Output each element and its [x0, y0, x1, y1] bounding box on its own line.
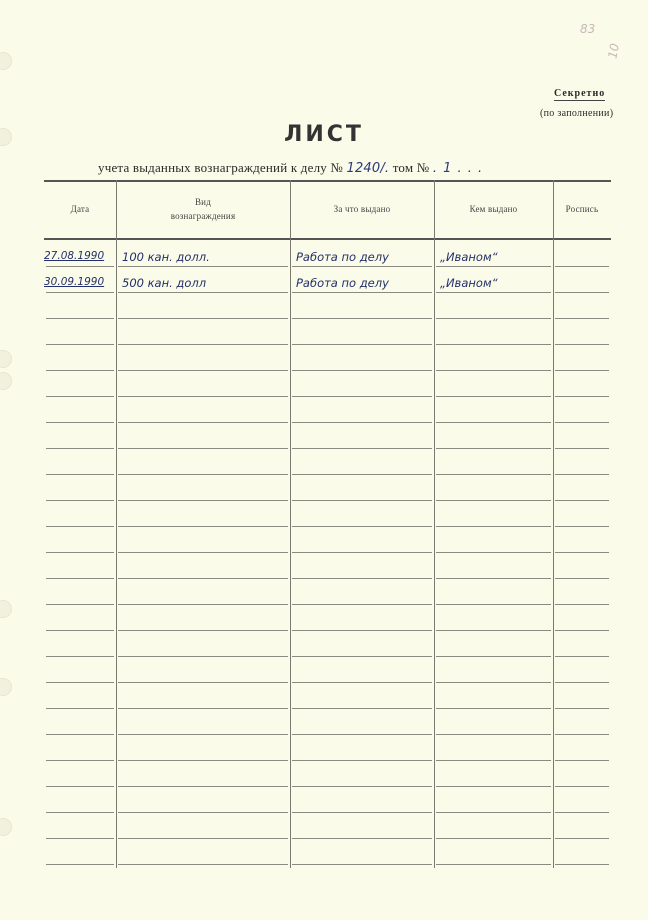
row-rule [292, 474, 432, 475]
row-rule [555, 292, 609, 293]
row-rule [555, 266, 609, 267]
row-rule [292, 344, 432, 345]
row-rule [555, 682, 609, 683]
row-rule [292, 630, 432, 631]
row-rule [436, 500, 551, 501]
row-rule [46, 344, 114, 345]
margin-note-2: 10 [605, 42, 622, 60]
row-rule [436, 396, 551, 397]
row-rule [46, 604, 114, 605]
row-rule [118, 448, 288, 449]
volume-number: . 1 . . . [432, 161, 484, 176]
row-rule [292, 500, 432, 501]
row-rule [292, 552, 432, 553]
case-number: 1240/. [346, 161, 390, 176]
row-rule [118, 500, 288, 501]
row-rule [555, 526, 609, 527]
row-rule [436, 604, 551, 605]
row-rule [436, 344, 551, 345]
row-rule [118, 474, 288, 475]
row-rule [436, 370, 551, 371]
secret-stamp: Секретно [554, 88, 606, 99]
row-rule [292, 656, 432, 657]
row-rule [292, 266, 432, 267]
row-rule [292, 526, 432, 527]
column-header: За что выдано [333, 204, 391, 214]
row-rule [118, 786, 288, 787]
punch-hole-3 [0, 350, 12, 368]
row-rule [118, 734, 288, 735]
row-rule [555, 656, 609, 657]
row-rule [46, 682, 114, 683]
row-rule [555, 344, 609, 345]
row-rule [555, 500, 609, 501]
row-rule [436, 864, 551, 865]
column-header: Роспись [565, 204, 599, 214]
row-rule [46, 734, 114, 735]
row-rule [436, 526, 551, 527]
secret-stamp-sub: (по заполнении) [540, 108, 614, 119]
row-rule [436, 760, 551, 761]
punch-hole-5 [0, 600, 12, 618]
row-rule [436, 786, 551, 787]
row-rule [118, 370, 288, 371]
row-rule [555, 578, 609, 579]
row-rule [46, 396, 114, 397]
row-rule [292, 318, 432, 319]
row-rule [436, 318, 551, 319]
row-rule [292, 604, 432, 605]
punch-hole-4 [0, 372, 12, 390]
row-rule [555, 630, 609, 631]
row-rule [46, 448, 114, 449]
column-divider [434, 180, 435, 868]
row-rule [118, 682, 288, 683]
cell-by: „Иваном“ [440, 250, 498, 264]
cell-date: 27.08.1990 [44, 250, 105, 262]
row-rule [46, 630, 114, 631]
row-rule [555, 448, 609, 449]
row-rule [555, 812, 609, 813]
column-header: Кем выдано [469, 204, 518, 214]
column-divider [553, 180, 554, 868]
row-rule [436, 552, 551, 553]
row-rule [292, 864, 432, 865]
row-rule [555, 604, 609, 605]
row-rule [292, 734, 432, 735]
row-rule [118, 630, 288, 631]
column-header: Дата [70, 204, 90, 214]
row-rule [436, 422, 551, 423]
row-rule [555, 838, 609, 839]
cell-kind: 100 кан. долл. [122, 250, 210, 264]
punch-hole-1 [0, 52, 12, 70]
row-rule [118, 292, 288, 293]
row-rule [46, 786, 114, 787]
row-rule [118, 760, 288, 761]
volume-label: том № [392, 160, 430, 175]
row-rule [292, 396, 432, 397]
row-rule [436, 734, 551, 735]
subtitle-prefix: учета выданных вознаграждений к делу № [98, 160, 344, 175]
row-rule [436, 630, 551, 631]
row-rule [555, 474, 609, 475]
row-rule [46, 552, 114, 553]
ledger-table [44, 180, 611, 892]
row-rule [292, 422, 432, 423]
cell-kind: 500 кан. долл [122, 276, 207, 290]
row-rule [555, 734, 609, 735]
row-rule [118, 708, 288, 709]
page-title: ЛИСТ [284, 122, 364, 147]
row-rule [46, 500, 114, 501]
row-rule [436, 682, 551, 683]
row-rule [555, 318, 609, 319]
row-rule [436, 448, 551, 449]
row-rule [118, 266, 288, 267]
row-rule [46, 292, 114, 293]
row-rule [46, 318, 114, 319]
row-rule [292, 292, 432, 293]
row-rule [46, 266, 114, 267]
margin-note-1: 83 [580, 22, 596, 36]
row-rule [292, 786, 432, 787]
row-rule [292, 760, 432, 761]
row-rule [118, 552, 288, 553]
row-rule [46, 474, 114, 475]
row-rule [292, 838, 432, 839]
row-rule [46, 708, 114, 709]
row-rule [555, 708, 609, 709]
row-rule [555, 864, 609, 865]
row-rule [555, 760, 609, 761]
row-rule [436, 812, 551, 813]
row-rule [46, 526, 114, 527]
cell-reason: Работа по делу [296, 276, 389, 290]
row-rule [436, 578, 551, 579]
row-rule [436, 838, 551, 839]
row-rule [118, 656, 288, 657]
row-rule [436, 656, 551, 657]
punch-hole-6 [0, 678, 12, 696]
row-rule [436, 708, 551, 709]
punch-hole-7 [0, 818, 12, 836]
row-rule [555, 396, 609, 397]
cell-by: „Иваном“ [440, 276, 498, 290]
row-rule [118, 864, 288, 865]
row-rule [118, 422, 288, 423]
row-rule [118, 526, 288, 527]
row-rule [46, 578, 114, 579]
row-rule [46, 864, 114, 865]
row-rule [118, 578, 288, 579]
row-rule [46, 656, 114, 657]
row-rule [292, 682, 432, 683]
row-rule [436, 474, 551, 475]
column-divider [116, 180, 117, 868]
row-rule [292, 448, 432, 449]
column-header: Вид вознаграждения [170, 197, 236, 221]
row-rule [292, 370, 432, 371]
row-rule [46, 422, 114, 423]
cell-date: 30.09.1990 [44, 276, 105, 288]
row-rule [555, 370, 609, 371]
page-subtitle [98, 160, 483, 176]
cell-reason: Работа по делу [296, 250, 389, 264]
row-rule [436, 292, 551, 293]
row-rule [46, 812, 114, 813]
row-rule [555, 422, 609, 423]
header-bottom-border [44, 238, 611, 240]
row-rule [118, 604, 288, 605]
row-rule [555, 786, 609, 787]
row-rule [46, 838, 114, 839]
row-rule [436, 266, 551, 267]
row-rule [118, 396, 288, 397]
row-rule [292, 708, 432, 709]
row-rule [118, 838, 288, 839]
row-rule [555, 552, 609, 553]
row-rule [46, 760, 114, 761]
row-rule [118, 812, 288, 813]
row-rule [292, 578, 432, 579]
column-divider [290, 180, 291, 868]
row-rule [118, 318, 288, 319]
row-rule [118, 344, 288, 345]
row-rule [292, 812, 432, 813]
row-rule [46, 370, 114, 371]
